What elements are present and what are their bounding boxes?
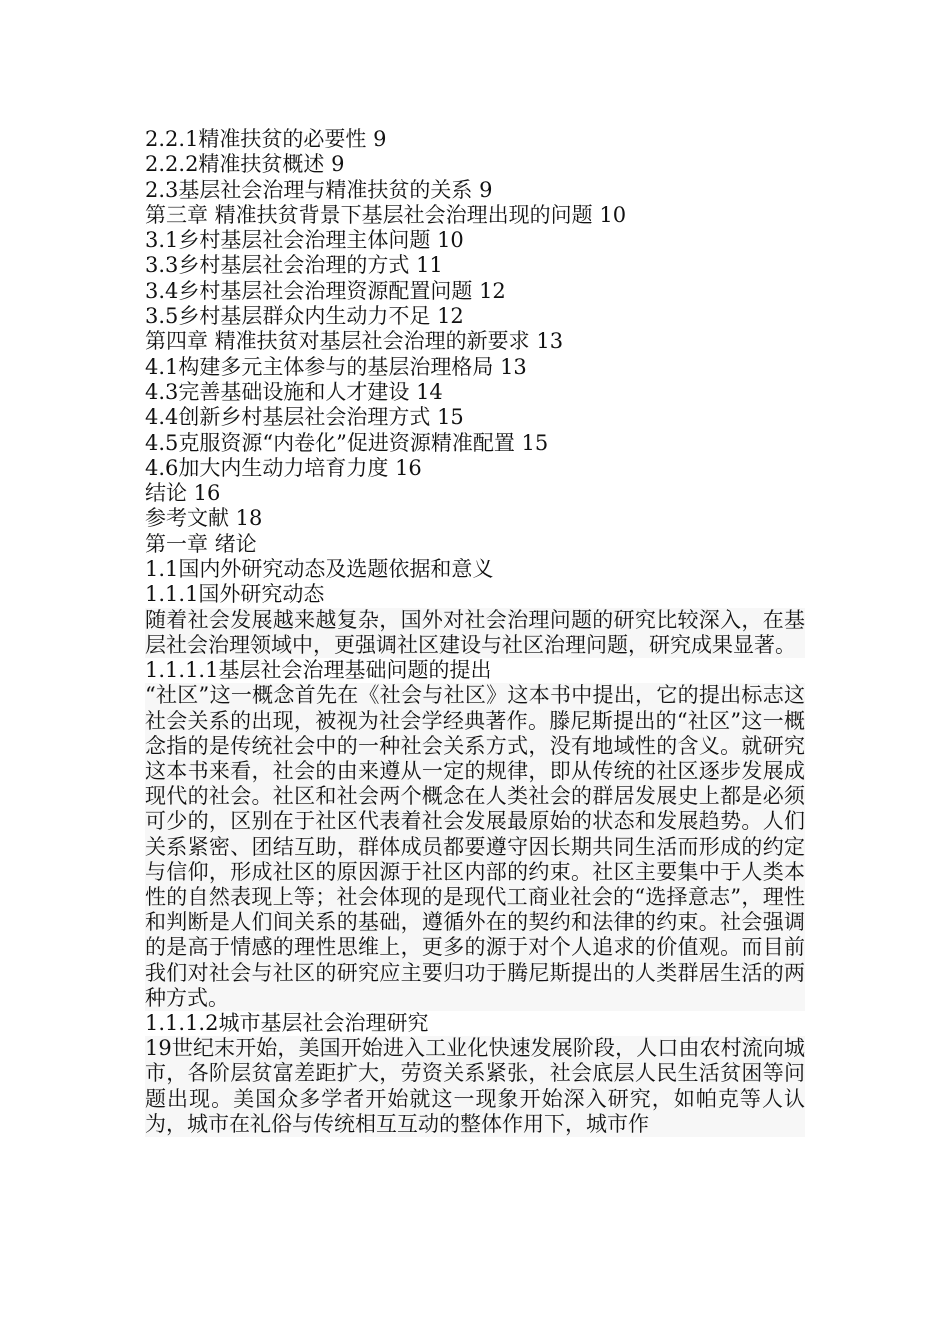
toc-entry: 3.5乡村基层群众内生动力不足 12 bbox=[145, 304, 464, 329]
toc-entry: 4.5克服资源“内卷化”促进资源精准配置 15 bbox=[145, 430, 549, 455]
toc-entry: 参考文献 18 bbox=[145, 506, 263, 531]
toc-entry: 3.1乡村基层社会治理主体问题 10 bbox=[145, 228, 464, 253]
document-page bbox=[145, 127, 805, 1137]
toc-entry: 2.3基层社会治理与精准扶贫的关系 9 bbox=[145, 177, 493, 202]
toc-entry: 3.4乡村基层社会治理资源配置问题 12 bbox=[145, 278, 506, 303]
toc-entry: 4.4创新乡村基层社会治理方式 15 bbox=[145, 405, 464, 430]
subsection-heading: 1.1.1国外研究动态 bbox=[145, 582, 325, 607]
toc-entry: 2.2.2精准扶贫概述 9 bbox=[145, 152, 345, 177]
toc-entry: 结论 16 bbox=[145, 481, 221, 506]
section-heading: 1.1国内外研究动态及选题依据和意义 bbox=[145, 557, 494, 582]
body-paragraph: 19世纪末开始，美国开始进入工业化快速发展阶段，人口由农村流向城市，各阶层贫富差距扩大，劳资关系紧张，社会底层人民生活贫困等问题出现。美国众多学者开始就这一现象开始深入研究，如帕克等人认为，城市在礼俗与传统相互互动的整体作用下，城市作 bbox=[145, 1036, 805, 1136]
toc-entry: 第四章 精准扶贫对基层社会治理的新要求 13 bbox=[145, 329, 564, 354]
body-paragraph: “社区”这一概念首先在《社会与社区》这本书中提出，它的提出标志这社会关系的出现，被视为社会学经典著作。滕尼斯提出的“社区”这一概念指的是传统社会中的一种社会关系方式，没有地域性的含义。就研究这本书来看，社会的由来遵从一定的规律，即从传统的社区逐步发展成现代的社会。社区和社会两个概念在人类社会的群居发展史上都是必须可少的，区别在于社区代表着社会发展最原始的状态和发展趋势。人们关系紧密、团结互助，群体成员都要遵守因长期共同生活而形成的约定与信仰，形成社区的原因源于社区内部的约束。社区主要集中于人类本性的自然表现上等；社会体现的是现代工商业社会的“选择意志”，理性和判断是人们间关系的基础，遵循外在的契约和法律的约束。社会强调的是高于情感的理性思维上，更多的源于对个人追求的价值观。而目前我们对社会与社区的研究应主要归功于腾尼斯提出的人类群居生活的两种方式。 bbox=[145, 683, 805, 1010]
subsubsection-heading: 1.1.1.1基层社会治理基础问题的提出 bbox=[145, 658, 492, 683]
chapter-title: 第一章 绪论 bbox=[145, 531, 257, 556]
toc-entry: 2.2.1精准扶贫的必要性 9 bbox=[145, 127, 387, 151]
toc-entry: 4.3完善基础设施和人才建设 14 bbox=[145, 379, 443, 404]
toc-entry: 3.3乡村基层社会治理的方式 11 bbox=[145, 253, 443, 278]
body-paragraph: 随着社会发展越来越复杂，国外对社会治理问题的研究比较深入，在基层社会治理领域中，更强调社区建设与社区治理问题，研究成果显著。 bbox=[145, 607, 805, 657]
toc-entry: 4.1构建多元主体参与的基层治理格局 13 bbox=[145, 354, 527, 379]
toc-entry: 第三章 精准扶贫背景下基层社会治理出现的问题 10 bbox=[145, 202, 627, 227]
table-of-contents bbox=[145, 127, 805, 532]
toc-entry: 4.6加大内生动力培育力度 16 bbox=[145, 455, 422, 480]
chapter-body bbox=[145, 532, 805, 1137]
subsubsection-heading: 1.1.1.2城市基层社会治理研究 bbox=[145, 1010, 429, 1035]
